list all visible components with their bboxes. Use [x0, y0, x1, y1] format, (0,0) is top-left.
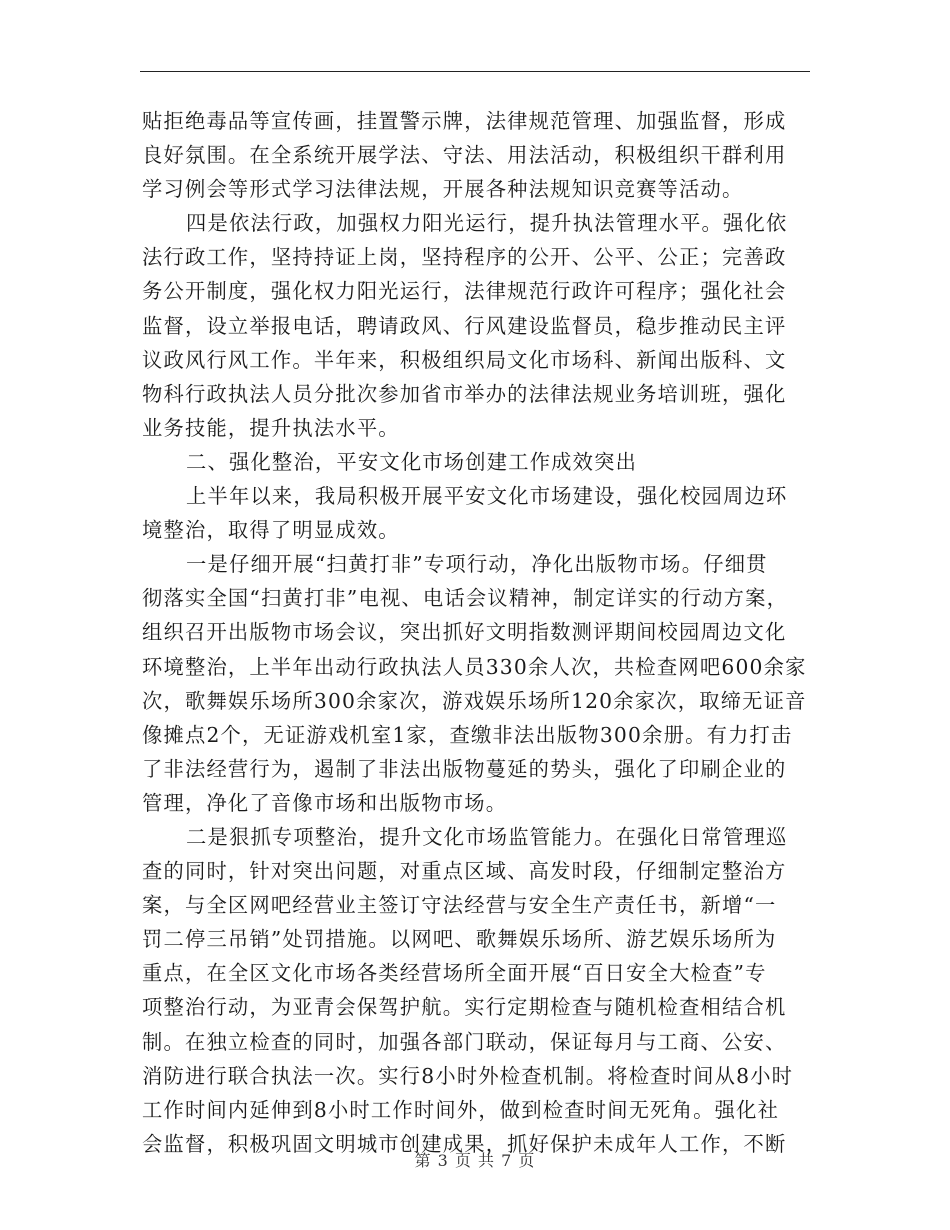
paragraph-first-line: 二是狠抓专项整治，提升文化市场监管能力。在强化日常管理巡 — [186, 824, 788, 849]
document-body — [142, 104, 814, 1161]
paragraph-line: 良好氛围。在全系统开展学法、守法、用法活动，积极组织干群利用 — [142, 143, 787, 168]
paragraph-line: 法行政工作，坚持持证上岗，坚持程序的公开、公平、公正；完善政 — [142, 245, 787, 270]
paragraph-line: 物科行政执法人员分批次参加省市举办的法律法规业务培训班，强化 — [142, 381, 787, 406]
paragraph-line: 贴拒绝毒品等宣传画，挂置警示牌，法律规范管理、加强监督，形成 — [142, 109, 787, 133]
paragraph-line: 次，歌舞娱乐场所300余家次，游戏娱乐场所120余家次，取缔无证音 — [142, 688, 807, 713]
paragraph-first-line: 上半年以来，我局积极开展平安文化市场建设，强化校园周边环 — [186, 484, 788, 509]
paragraph-line: 会监督，积极巩固文明城市创建成果，抓好保护未成年人工作，不断 — [142, 1131, 787, 1156]
paragraph-line: 务公开制度，强化权力阳光运行，法律规范行政许可程序；强化社会 — [142, 279, 787, 304]
paragraph-line: 项整治行动，为亚青会保驾护航。实行定期检查与随机检查相结合机 — [142, 995, 787, 1020]
paragraph-first-line: 四是依法行政，加强权力阳光运行，提升执法管理水平。强化依 — [186, 211, 788, 236]
paragraph-line: 罚二停三吊销”处罚措施。以网吧、歌舞娱乐场所、游艺娱乐场所为 — [142, 927, 777, 952]
paragraph-line: 业务技能，提升执法水平。 — [142, 415, 400, 440]
paragraph-first-line: 一是仔细开展“扫黄打非”专项行动，净化出版物市场。仔细贯 — [186, 552, 768, 577]
paragraph-line: 彻落实全国“扫黄打非”电视、电话会议精神，制定详实的行动方案， — [142, 586, 789, 611]
paragraph-line: 像摊点2个，无证游戏机室1家，查缴非法出版物300余册。有力打击 — [142, 722, 793, 747]
paragraph-first-line: 二、强化整治，平安文化市场创建工作成效突出 — [186, 449, 638, 474]
paragraph-line: 环境整治，上半年出动行政执法人员330余人次，共检查网吧600余家 — [142, 654, 807, 679]
paragraph-line: 案，与全区网吧经营业主签订守法经营与安全生产责任书，新增“一 — [142, 893, 777, 918]
header-rule — [140, 71, 810, 72]
paragraph-line: 制。在独立检查的同时，加强各部门联动，保证每月与工商、公安、 — [142, 1029, 787, 1054]
paragraph-line: 查的同时，针对突出问题，对重点区域、高发时段，仔细制定整治方 — [142, 859, 787, 884]
paragraph-line: 组织召开出版物市场会议，突出抓好文明指数测评期间校园周边文化 — [142, 620, 787, 645]
paragraph-line: 议政风行风工作。半年来，积极组织局文化市场科、新闻出版科、文 — [142, 347, 787, 372]
paragraph-line: 消防进行联合执法一次。实行8小时外检查机制。将检查时间从8小时 — [142, 1063, 794, 1088]
paragraph-line: 工作时间内延伸到8小时工作时间外，做到检查时间无死角。强化社 — [142, 1097, 780, 1122]
page-footer: 第 3 页 共 7 页 — [414, 1151, 536, 1170]
paragraph-line: 监督，设立举报电话，聘请政风、行风建设监督员，稳步推动民主评 — [142, 313, 787, 338]
paragraph-line: 了非法经营行为，遏制了非法出版物蔓延的势头，强化了印刷企业的 — [142, 756, 787, 781]
paragraph-line: 境整治，取得了明显成效。 — [142, 518, 400, 543]
paragraph-line: 重点，在全区文化市场各类经营场所全面开展“百日安全大检查”专 — [142, 961, 767, 986]
paragraph-line: 学习例会等形式学习法律法规，开展各种法规知识竞赛等活动。 — [142, 177, 744, 202]
paragraph-line: 管理，净化了音像市场和出版物市场。 — [142, 790, 508, 815]
